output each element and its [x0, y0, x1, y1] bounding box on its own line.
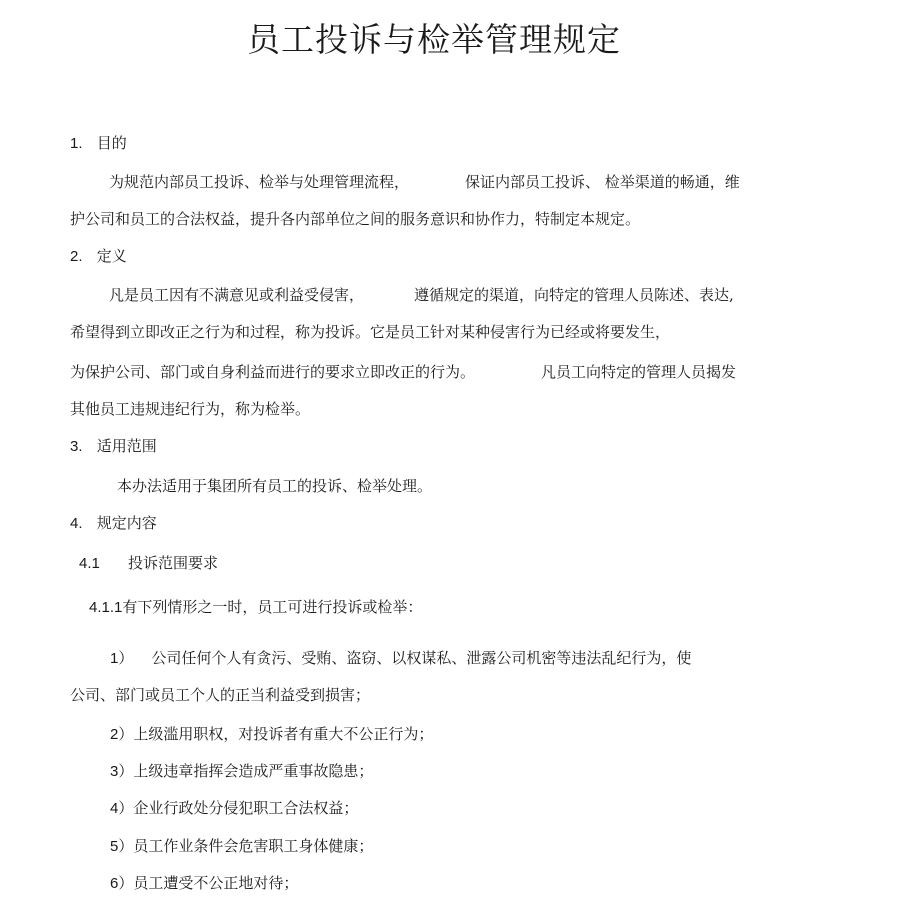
section-2-line-3	[70, 362, 736, 382]
list-item-5	[110, 836, 373, 857]
list-item-6	[110, 873, 298, 894]
list-item-number: 1）	[110, 650, 134, 667]
subsection-4-1-1	[89, 597, 422, 618]
subsection-number: 4.1	[79, 555, 100, 572]
list-item-1	[110, 648, 691, 669]
list-item-number: 4）	[110, 800, 134, 817]
section-title: 定义	[96, 248, 127, 265]
section-number: 1.	[70, 135, 83, 152]
list-item-4	[110, 798, 358, 819]
paragraph-text: 凡是员工因有不满意见或利益受侵害，	[109, 286, 365, 304]
list-item-3	[110, 761, 373, 782]
section-1-paragraph-line-2: 护公司和员工的合法权益，提升各内部单位之间的服务意识和协作力，特制定本规定。	[70, 210, 641, 228]
paragraph-text: 遵循规定的渠道，向特定的管理人员陈述、表达,	[414, 286, 734, 304]
list-item-text: 上级滥用职权，对投诉者有重大不公正行为；	[133, 725, 434, 743]
section-3-text: 本办法适用于集团所有员工的投诉、检举处理。	[117, 477, 433, 495]
subsection-title: 投诉范围要求	[128, 555, 219, 572]
subsection-4-1-heading	[79, 554, 218, 574]
section-title: 适用范围	[96, 438, 157, 455]
section-4-heading	[70, 514, 157, 534]
list-item-1-continuation: 公司、部门或员工个人的正当利益受到损害；	[70, 686, 371, 704]
paragraph-text: 保证内部员工投诉、 检举渠道的畅通，维	[465, 173, 740, 191]
section-2-line-1	[109, 285, 734, 305]
list-item-number: 2）	[110, 726, 134, 743]
list-item-2	[110, 724, 433, 745]
list-item-number: 3）	[110, 763, 134, 780]
section-number: 3.	[70, 438, 83, 455]
section-2-heading	[70, 247, 127, 267]
list-item-text: 员工作业条件会危害职工身体健康；	[133, 837, 374, 855]
document-title: 员工投诉与检举管理规定	[247, 20, 621, 59]
list-item-text: 公司任何个人有贪污、受贿、盗窃、以权谋私、泄露公司机密等违法乱纪行为，使	[151, 649, 692, 667]
section-2-line-2: 希望得到立即改正之行为和过程，称为投诉。它是员工针对某种侵害行为已经或将要发生，	[70, 323, 671, 341]
section-3-heading	[70, 437, 157, 457]
section-number: 4.	[70, 515, 83, 532]
paragraph-text: 为保护公司、部门或自身利益而进行的要求立即改正的行为。	[70, 363, 476, 381]
section-1-heading	[70, 134, 127, 154]
list-item-number: 6）	[110, 875, 134, 892]
list-item-text: 企业行政处分侵犯职工合法权益；	[133, 799, 359, 817]
paragraph-text: 为规范内部员工投诉、检举与处理管理流程，	[109, 173, 410, 191]
list-item-text: 员工遭受不公正地对待；	[133, 874, 299, 892]
list-item-number: 5）	[110, 838, 134, 855]
paragraph-text: 凡员工向特定的管理人员揭发	[541, 363, 737, 381]
subsection-number: 4.1.1	[89, 599, 123, 616]
subsection-text: 有下列情形之一时，员工可进行投诉或检举：	[122, 598, 423, 616]
section-title: 规定内容	[96, 515, 157, 532]
section-title: 目的	[96, 135, 127, 152]
section-1-paragraph-line-1	[109, 172, 740, 192]
section-number: 2.	[70, 248, 83, 265]
list-item-text: 上级违章指挥会造成严重事故隐患；	[133, 762, 374, 780]
section-2-line-4: 其他员工违规违纪行为，称为检举。	[70, 400, 311, 418]
